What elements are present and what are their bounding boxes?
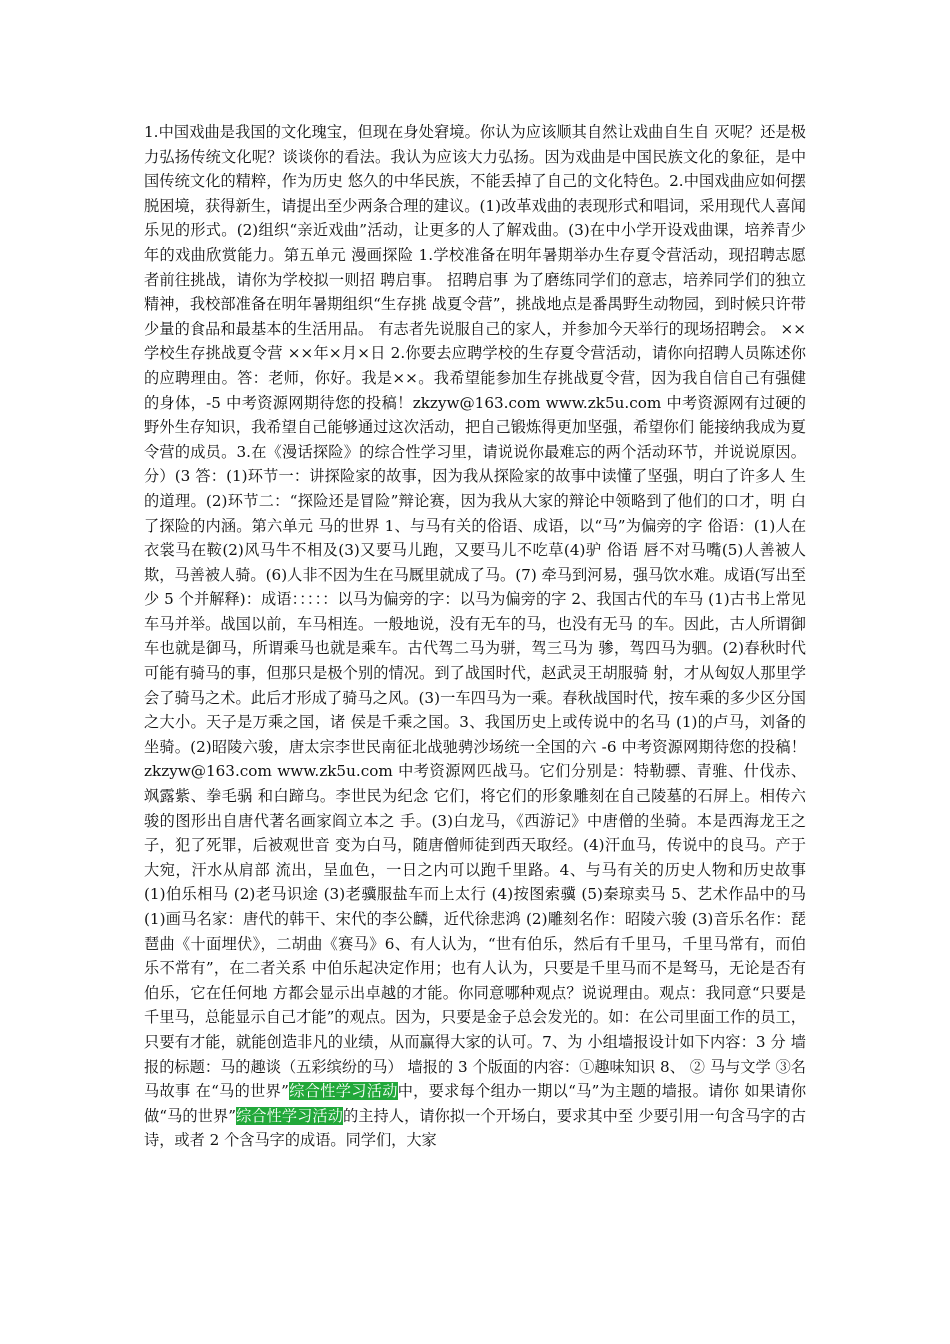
highlighted-phrase: 综合性学习活动 <box>235 1106 343 1125</box>
body-text: 的主持人，请你拟一个开场白，要求其中至 少要引用一句含马字的古诗，或者 2 个含马字的成语。同学们，大家 <box>144 1106 807 1150</box>
body-text: 中，要求每个组办一期以“马”为主题的墙报。请你 如果请你做“马的世界” <box>144 1082 807 1125</box>
highlighted-phrase: 综合性学习活动 <box>288 1082 398 1101</box>
body-text: 1.中国戏曲是我国的文化瑰宝，但现在身处窘境。你认为应该顺其自然让戏曲自生自 灭呢？还是极力弘扬传统文化呢？谈谈你的看法。我认为应该大力弘扬。因为戏曲是中国民族文化的象征，是中国传统文化的精粹，作为历史 悠久的中华民族，不能丢掉了自己的文化特色。2.中国戏曲应如何摆脱困境，获得新生，请提出至少两条合理的建议。(1)改革戏曲的表现形式和唱词，采用现代人喜闻乐见的形式。(2)组织“亲近戏曲”活动，让更多的人了解戏曲。(3)在中小学开设戏曲课，培养青少年的戏曲欣赏能力。第五单元 漫画探险 1.学校准备在明年暑期举办生存夏令营活动，现招聘志愿者前往挑战，请你为学校拟一则招 聘启事。 招聘启事 为了磨练同学们的意志，培养同学们的独立精神，我校部准备在明年暑期组织“生存挑 战夏令营”，挑战地点是番禺野生动物园，到时候只许带少量的食品和最基本的生活用品。 有志者先说服自己的家人，并参加今天举行的现场招聘会。 ××学校生存挑战夏令营 ××年×月×日 2.你要去应聘学校的生存夏令营活动，请你向招聘人员陈述你的应聘理由。答：老师，你好。我是××。我希望能参加生存挑战夏令营，因为我自信自己有强健的身体，-5 中考资源网期待您的投稿！zkzyw@163.com www.zk5u.com 中考资源网有过硬的野外生存知识，我希望自己能够通过这次活动，把自己锻炼得更加坚强，希望你们 能接纳我成为夏令营的成员。3.在《漫话探险》的综合性学习里，请说说你最难忘的两个活动环节，并说说原因。分）(3 答：(1)环节一：讲探险家的故事，因为我从探险家的故事中读懂了坚强，明白了许多人 生的道理。(2)环节二：“探险还是冒险”辩论赛，因为我从大家的辩论中领略到了他们的口才，明 白了探险的内涵。第六单元 马的世界 1、与马有关的俗语、成语，以“马”为偏旁的字 俗语：(1)人在衣裳马在鞍(2)风马牛不相及(3)又要马儿跑，又要马儿不吃草(4)驴 俗语 唇不对马嘴(5)人善被人欺，马善被人骑。(6)人非不因为生在马厩里就成了马。(7) 牵马到河易，强马饮水难。成语(写出至少 5 个并解释)：成语：：：：：以马为偏旁的字：以马为偏旁的字 2、我国古代的车马 (1)古书上常见车马并举。战国以前，车马相连。一般地说，没有无车的马，也没有无马 的车。因此，古人所谓御车也就是御马，所谓乘马也就是乘车。古代驾二马为骈，驾三马为 骖，驾四马为驷。(2)春秋时代可能有骑马的事，但那只是极个别的情况。到了战国时代，赵武灵王胡服骑 射，才从匈奴人那里学会了骑马之术。此后才形成了骑马之风。(3)一车四马为一乘。春秋战国时代，按车乘的多少区分国之大小。天子是万乘之国，诸 侯是千乘之国。3、我国历史上或传说中的名马 (1)的卢马，刘备的坐骑。(2)昭陵六骏，唐太宗李世民南征北战驰骋沙场统一全国的六 -6 中考资源网期待您的投稿！ zkzyw@163.com www.zk5u.com 中考资源网匹战马。它们分别是：特勒骠、青骓、什伐赤、飒露紫、拳毛䯄 和白蹄乌。李世民为纪念 它们，将它们的形象雕刻在自己陵墓的石屏上。相传六骏的图形出自唐代著名画家阎立本之 手。(3)白龙马，《西游记》中唐僧的坐骑。本是西海龙王之子，犯了死罪，后被观世音 变为白马，随唐僧师徒到西天取经。(4)汗血马，传说中的良马。产于大宛，汗水从肩部 流出，呈血色，一日之内可以跑千里路。4、与马有关的历史人物和历史故事 (1)伯乐相马 (2)老马识途 (3)老骥服盐车而上太行 (4)按图索骥 (5)秦琼卖马 5、艺术作品中的马 (1)画马名家：唐代的韩干、宋代的李公麟，近代徐悲鸿 (2)雕刻名作：昭陵六骏 (3)音乐名作：琵琶曲《十面埋伏》，二胡曲《赛马》6、有人认为，“世有伯乐，然后有千里马，千里马常有，而伯乐不常有”，在二者关系 中伯乐起决定作用；也有人认为，只要是千里马而不是驽马，无论是否有伯乐，它在任何地 方都会显示出卓越的才能。你同意哪种观点？说说理由。观点：我同意“只要是千里马，总能显示自己才能”的观点。因为，只要是金子总会发光的。如：在公司里面工作的员工，只要有才能，就能创造非凡的业绩，从而赢得大家的认可。7、为 小组墙报设计如下内容：3 分 墙报的标题：马的趣谈（五彩缤纷的马） 墙报的 3 个版面的内容：①趣味知识 8、 ② 马与文学 ③名马故事 在“马的世界” <box>144 123 806 1101</box>
document-body <box>144 120 806 1153</box>
